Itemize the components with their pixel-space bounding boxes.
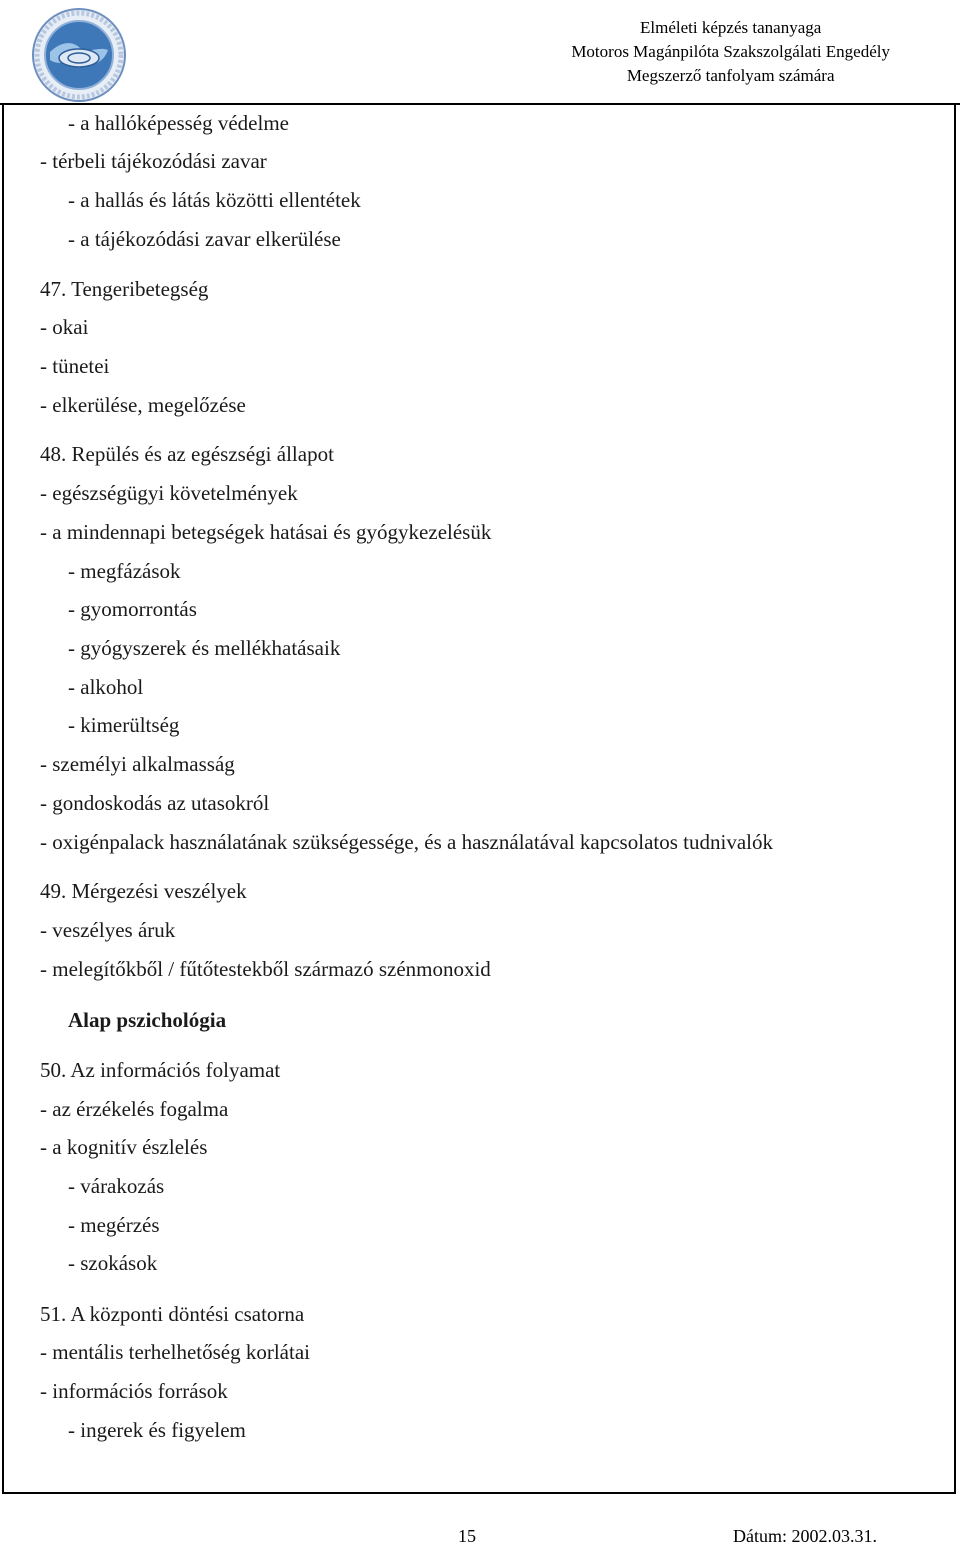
list-item: - veszélyes áruk: [40, 918, 176, 942]
list-item: - az érzékelés fogalma: [40, 1097, 229, 1121]
section-heading: 48. Repülés és az egészségi állapot: [40, 442, 334, 466]
list-item: - megérzés: [68, 1213, 160, 1237]
list-item: - melegítőkből / fűtőtestekből származó szénmonoxid: [40, 957, 491, 981]
page-number: 15: [458, 1526, 476, 1546]
section-heading: 47. Tengeribetegség: [40, 277, 209, 301]
list-item: - kimerültség: [68, 713, 180, 737]
list-item: - várakozás: [68, 1174, 165, 1198]
list-item: - gondoskodás az utasokról: [40, 791, 270, 815]
list-item: - megfázások: [68, 559, 181, 583]
header-audience: Megszerző tanfolyam számára: [626, 66, 835, 85]
header-title: Elméleti képzés tananyaga: [640, 18, 822, 37]
list-item: - elkerülése, megelőzése: [40, 393, 246, 417]
list-item: - személyi alkalmasság: [40, 752, 235, 776]
list-item: - alkohol: [68, 675, 144, 699]
list-item: - a hallás és látás közötti ellentétek: [68, 188, 361, 212]
list-item: - egészségügyi követelmények: [40, 481, 298, 505]
list-item: - mentális terhelhetőség korlátai: [40, 1340, 310, 1364]
organization-seal-logo: [28, 6, 130, 104]
list-item: - a hallóképesség védelme: [68, 111, 289, 135]
list-item: - a mindennapi betegségek hatásai és gyógykezelésük: [40, 520, 492, 544]
list-item: - gyógyszerek és mellékhatásaik: [68, 636, 341, 660]
section-heading: 50. Az információs folyamat: [40, 1058, 281, 1082]
header-subtitle: Motoros Magánpilóta Szakszolgálati Engedély: [571, 42, 890, 61]
list-item: - a kognitív észlelés: [40, 1135, 208, 1159]
list-item: - a tájékozódási zavar elkerülése: [68, 227, 341, 251]
list-item: - ingerek és figyelem: [68, 1418, 246, 1442]
list-item: - gyomorrontás: [68, 597, 197, 621]
list-item: - oxigénpalack használatának szükségessége, és a használatával kapcsolatos tudnivalók: [40, 830, 773, 854]
list-item: - okai: [40, 315, 89, 339]
section-heading: 49. Mérgezési veszélyek: [40, 879, 247, 903]
document-date: Dátum: 2002.03.31.: [733, 1526, 877, 1546]
list-item: - tünetei: [40, 354, 110, 378]
list-item: - szokások: [68, 1251, 158, 1275]
chapter-heading: Alap pszichológia: [68, 1008, 227, 1032]
document-header: [571, 16, 890, 88]
list-item: - térbeli tájékozódási zavar: [40, 149, 267, 173]
section-heading: 51. A központi döntési csatorna: [40, 1302, 305, 1326]
list-item: - információs források: [40, 1379, 228, 1403]
